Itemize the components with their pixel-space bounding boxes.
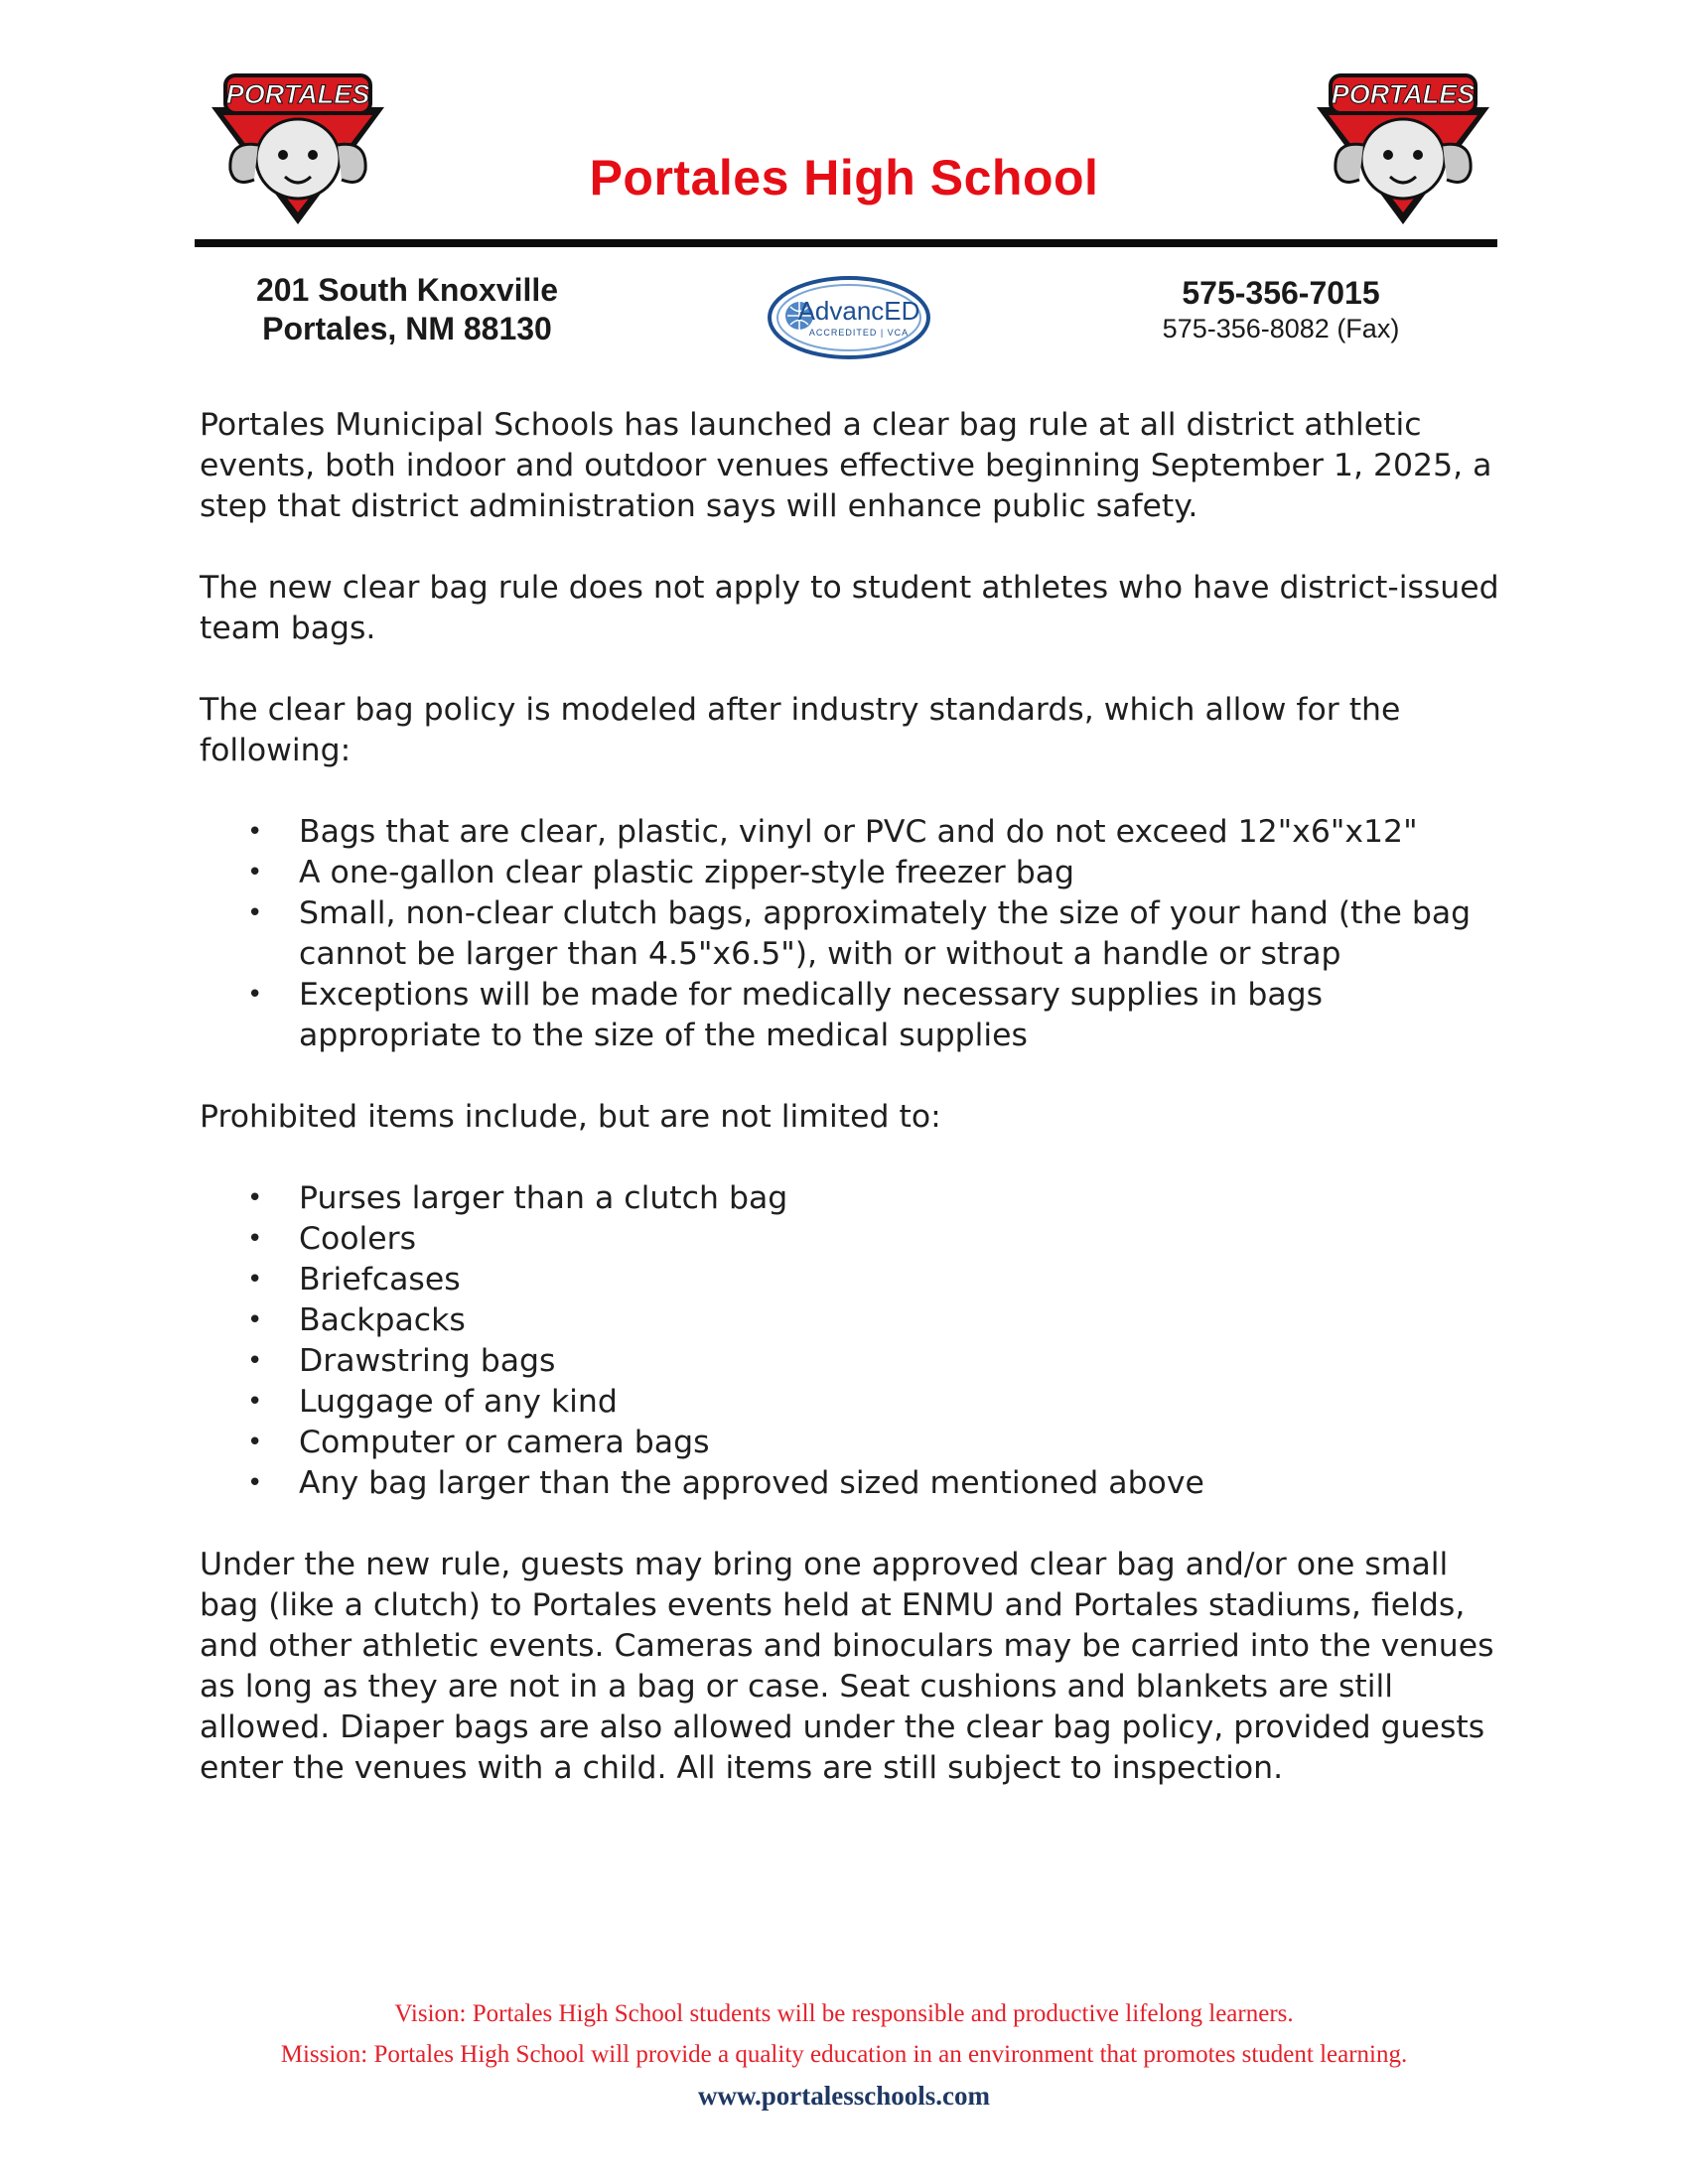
phone-number: 575-356-7015	[1182, 275, 1380, 311]
accreditation-name: AdvancED	[797, 296, 920, 326]
bullet-icon: •	[247, 1387, 263, 1417]
intro-paragraph: Portales Municipal Schools has launched a clear bag rule at all district athletic events, both indoor and outdoor venues effective beginning September 1, 2025, a step that district administration says will enhance public safety.	[200, 407, 1492, 524]
allowed-bags-list	[200, 812, 1510, 1056]
list-item: • A one-gallon clear plastic zipper-style freezer bag	[200, 853, 1510, 893]
bullet-icon: •	[247, 1468, 263, 1498]
bullet-icon: •	[247, 858, 263, 887]
mission-statement: Mission: Portales High School will provide a quality education in an environment that promotes student learning.	[280, 2041, 1408, 2068]
bullet-icon: •	[247, 1346, 263, 1376]
bullet-icon: •	[247, 1224, 263, 1254]
bullet-icon: •	[247, 980, 263, 1010]
list-item: • Luggage of any kind	[200, 1382, 1510, 1423]
address-street: 201 South Knoxville	[255, 272, 559, 308]
bullet-icon: •	[247, 1183, 263, 1213]
logo-wordmark: PORTALES	[225, 79, 370, 109]
letter-body	[200, 405, 1510, 1830]
school-address	[199, 271, 616, 348]
rules-paragraph: Under the new rule, guests may bring one approved clear bag and/or one small bag (like a clutch) to Portales events held at ENMU and Portales stadiums, fields, and other athletic events. Cameras and binoculars may be carried into the venues as long as they are not in a bag or case. Seat cushions and blankets are still allowed. Diaper bags are also allowed under the clear bag policy, provided guests enter the venues with a child. All items are still subject to inspection.	[200, 1547, 1494, 1786]
school-contact	[1112, 274, 1450, 345]
list-item: • Drawstring bags	[200, 1341, 1510, 1382]
vision-statement: Vision: Portales High School students will be responsible and productive lifelong learners.	[394, 2000, 1294, 2027]
bullet-icon: •	[247, 817, 263, 847]
list-item: • Bags that are clear, plastic, vinyl or PVC and do not exceed 12"x6"x12"	[200, 812, 1510, 853]
bullet-icon: •	[247, 1428, 263, 1457]
list-item: • Briefcases	[200, 1260, 1510, 1300]
list-item: • Purses larger than a clutch bag	[200, 1178, 1510, 1219]
bullet-icon: •	[247, 1265, 263, 1295]
prohibited-heading: Prohibited items include, but are not limited to:	[200, 1099, 941, 1135]
header-divider	[195, 239, 1497, 247]
fax-number: 575-356-8082 (Fax)	[1162, 314, 1400, 343]
prohibited-items-list	[200, 1178, 1510, 1504]
address-city: Portales, NM 88130	[262, 311, 552, 346]
list-item: • Any bag larger than the approved sized mentioned above	[200, 1463, 1510, 1504]
logo-wordmark: PORTALES	[1331, 79, 1476, 109]
accreditation-sub: ACCREDITED | VCA	[808, 328, 910, 338]
page-title: Portales High School	[589, 150, 1099, 205]
website-link[interactable]: www.portalesschools.com	[698, 2081, 990, 2111]
list-item: • Backpacks	[200, 1300, 1510, 1341]
bullet-icon: •	[247, 898, 263, 928]
list-item: • Coolers	[200, 1219, 1510, 1260]
exemption-paragraph: The new clear bag rule does not apply to student athletes who have district-issued team bags.	[200, 570, 1499, 646]
list-item: • Computer or camera bags	[200, 1423, 1510, 1463]
advanced-accreditation-seal	[766, 274, 932, 361]
policy-paragraph: The clear bag policy is modeled after industry standards, which allow for the following:	[200, 692, 1401, 768]
list-item: • Exceptions will be made for medically necessary supplies in bags appropriate to the size of the medical supplies	[247, 977, 1324, 1053]
bullet-icon: •	[247, 1305, 263, 1335]
list-item: • Small, non-clear clutch bags, approximately the size of your hand (the bag cannot be larger than 4.5"x6.5"), with or without a handle or strap	[247, 895, 1472, 972]
